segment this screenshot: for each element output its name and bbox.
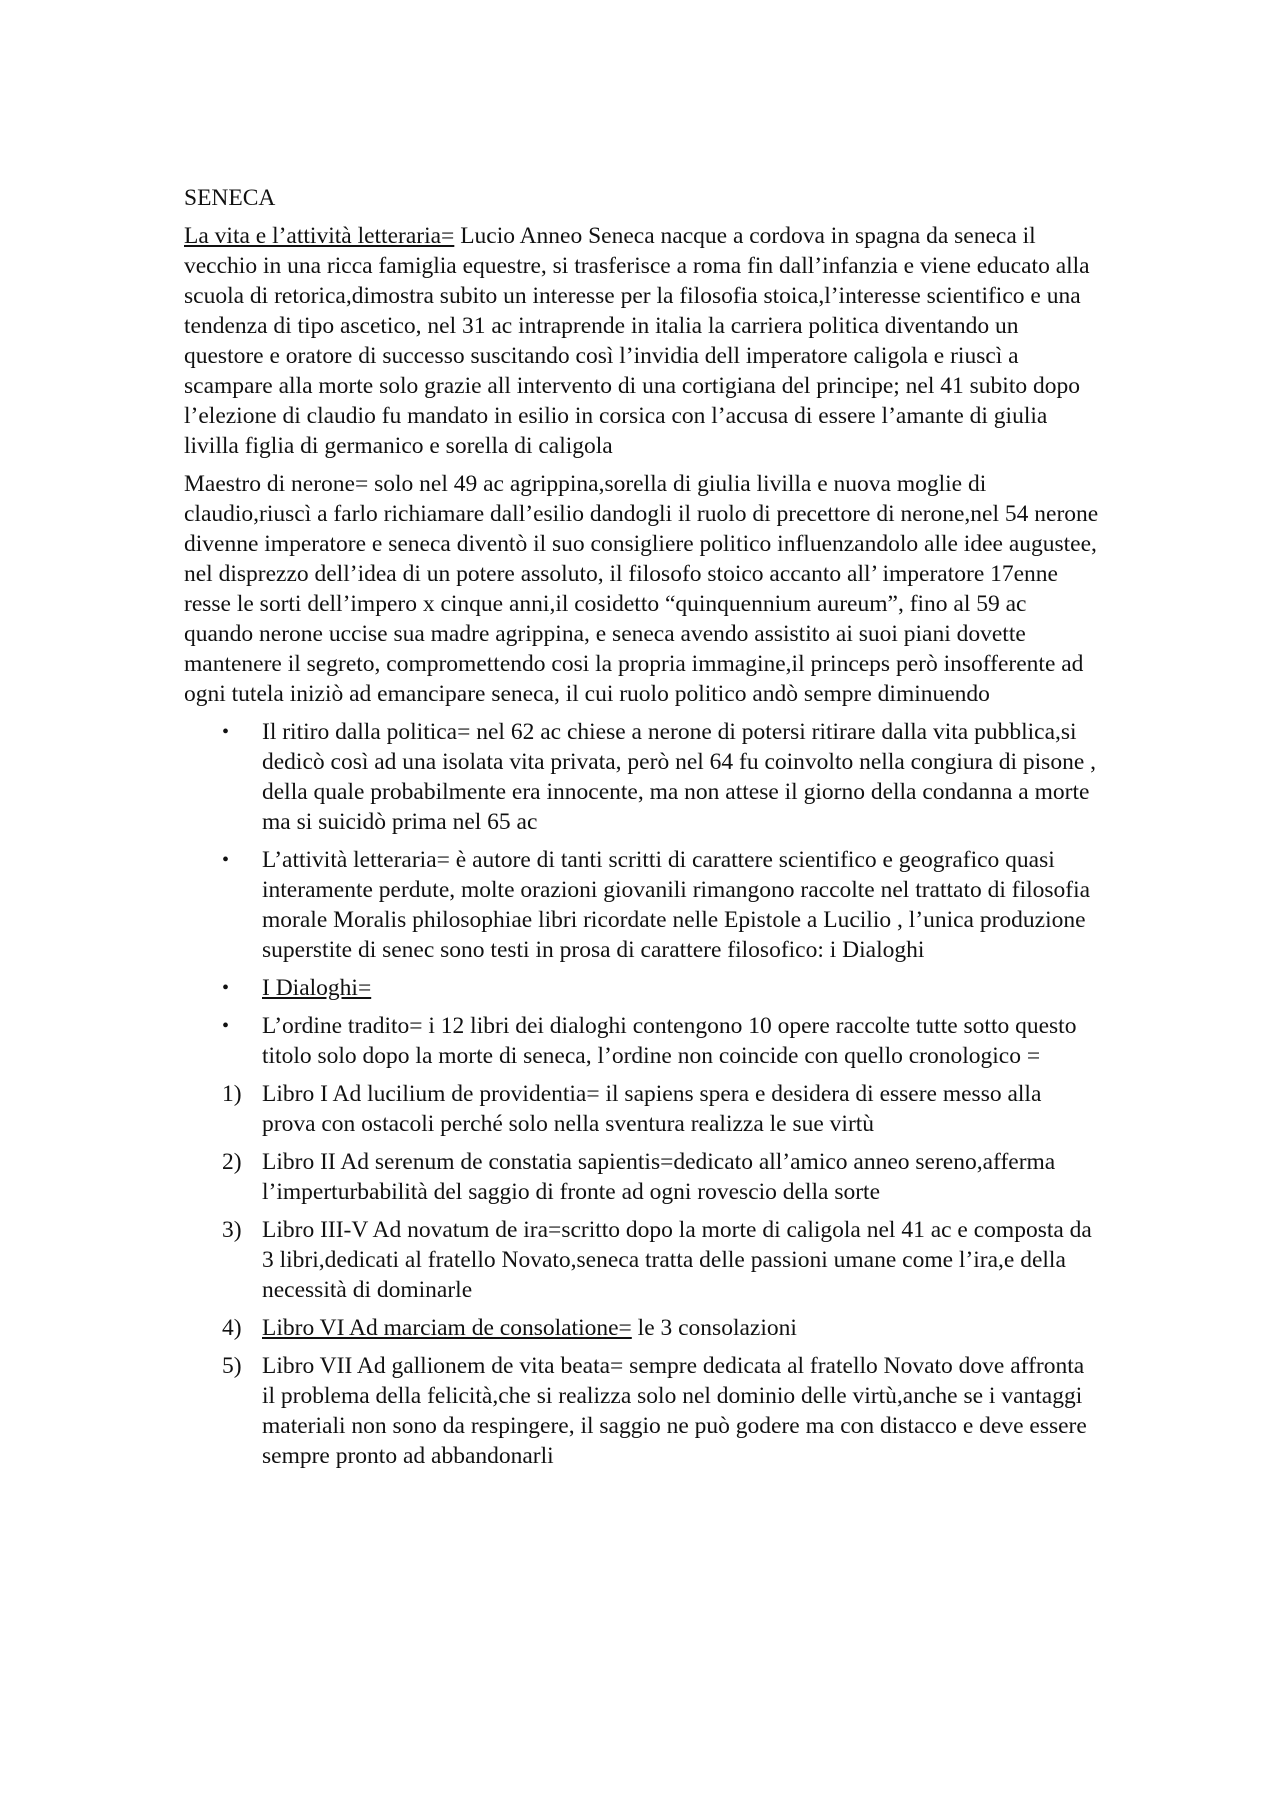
bullet-list — [184, 717, 1100, 1071]
number-marker: 3) — [222, 1217, 242, 1243]
bullet-text: L’ordine tradito= i 12 libri dei dialoghi contengono 10 opere raccolte tutte sotto questo titolo solo dopo la morte di seneca, l’ordine non coincide con quello cronologico = — [262, 1013, 1077, 1069]
number-marker: 1) — [222, 1081, 242, 1107]
bullet-text-underlined: I Dialoghi= — [262, 975, 372, 1001]
numbered-text-underlined: Libro VI Ad marciam de consolatione= — [262, 1315, 632, 1341]
bullet-text: L’attività letteraria= è autore di tanti scritti di carattere scientifico e geografico quasi interamente perdute, molte orazioni giovanili rimangono raccolte nel trattato di filosofia morale Moralis philosophiae libri ricordate nelle Epistole a Lucilio , l’unica produzione superstite di senec sono testi in prosa di carattere filosofico: i Dialoghi — [262, 847, 1091, 963]
bullet-icon: • — [222, 1015, 230, 1037]
numbered-list — [184, 1079, 1100, 1471]
number-marker: 4) — [222, 1315, 242, 1341]
bullet-text: Il ritiro dalla politica= nel 62 ac chiese a nerone di potersi ritirare dalla vita pubblica,si dedicò così ad una isolata vita privata, però nel 64 fu coinvolto nella congiura di pisone , della quale probabilmente era innocente, ma non attese il giorno della condanna a morte ma si suicidò prima nel 65 ac — [262, 719, 1097, 835]
bullet-icon: • — [222, 849, 230, 871]
numbered-text: Libro VII Ad gallionem de vita beata= sempre dedicata al fratello Novato dove affronta il problema della felicità,che si realizza solo nel dominio delle virtù,anche se i vantaggi materiali non sono da respingere, il saggio ne può godere ma con distacco e deve essere sempre pronto ad abbandonarli — [262, 1353, 1087, 1469]
numbered-item-1 — [184, 1079, 1100, 1139]
numbered-text: Libro I Ad lucilium de providentia= il sapiens spera e desidera di essere messo alla prova con ostacoli perché solo nella sventura realizza le sue virtù — [262, 1081, 1042, 1137]
numbered-item-2 — [184, 1147, 1100, 1207]
numbered-text: Libro II Ad serenum de constatia sapientis=dedicato all’amico anneo sereno,afferma l’imperturbabilità del saggio di fronte ad ogni rovescio della sorte — [262, 1149, 1056, 1205]
numbered-text: le 3 consolazioni — [631, 1315, 797, 1341]
intro-heading: La vita e l’attività letteraria= — [184, 223, 455, 249]
number-marker: 2) — [222, 1149, 242, 1175]
bullet-item-ordine — [184, 1011, 1100, 1071]
bullet-item-dialoghi — [184, 973, 1100, 1003]
numbered-item-5 — [184, 1351, 1100, 1471]
maestro-paragraph: Maestro di nerone= solo nel 49 ac agrippina,sorella di giulia livilla e nuova moglie di claudio,riuscì a farlo richiamare dall’esilio dandogli il ruolo di precettore di nerone,nel 54 nerone divenne imperatore e seneca diventò il suo consigliere politico influenzandolo alle idee augustee, nel disprezzo dell’idea di un potere assoluto, il filosofo stoico accanto all’ imperatore 17enne resse le sorti dell’impero x cinque anni,il cosidetto “quinquennium aureum”, fino al 59 ac quando nerone uccise sua madre agrippina, e seneca avendo assistito ai suoi piani dovette mantenere il segreto, compromettendo cosi la propria immagine,il princeps però insofferente ad ogni tutela iniziò ad emancipare seneca, il cui ruolo politico andò sempre diminuendo — [184, 471, 1099, 707]
intro-text: Lucio Anneo Seneca nacque a cordova in spagna da seneca il vecchio in una ricca famiglia equestre, si trasferisce a roma fin dall’infanzia e viene educato alla scuola di retorica,dimostra subito un interesse per la filosofia stoica,l’interesse scientifico e una tendenza di tipo ascetico, nel 31 ac intraprende in italia la carriera politica diventando un questore e oratore di successo suscitando così l’invidia dell imperatore caligola e riuscì a scampare alla morte solo grazie all intervento di una cortigiana del principe; nel 41 subito dopo l’elezione di claudio fu mandato in esilio in corsica con l’accusa di essere l’amante di giulia livilla figlia di germanico e sorella di caligola — [184, 223, 1090, 459]
intro-paragraph — [184, 221, 1100, 461]
numbered-item-4 — [184, 1313, 1100, 1343]
numbered-item-3 — [184, 1215, 1100, 1305]
bullet-item-ritiro — [184, 717, 1100, 837]
bullet-item-attivita — [184, 845, 1100, 965]
number-marker: 5) — [222, 1353, 242, 1379]
document-title: SENECA — [184, 185, 276, 211]
bullet-icon: • — [222, 721, 230, 743]
bullet-icon: • — [222, 977, 230, 999]
document-page — [184, 183, 1100, 1479]
numbered-text: Libro III-V Ad novatum de ira=scritto dopo la morte di caligola nel 41 ac e composta da 3 libri,dedicati al fratello Novato,seneca tratta delle passioni umane come l’ira,e della necessità di dominarle — [262, 1217, 1092, 1303]
